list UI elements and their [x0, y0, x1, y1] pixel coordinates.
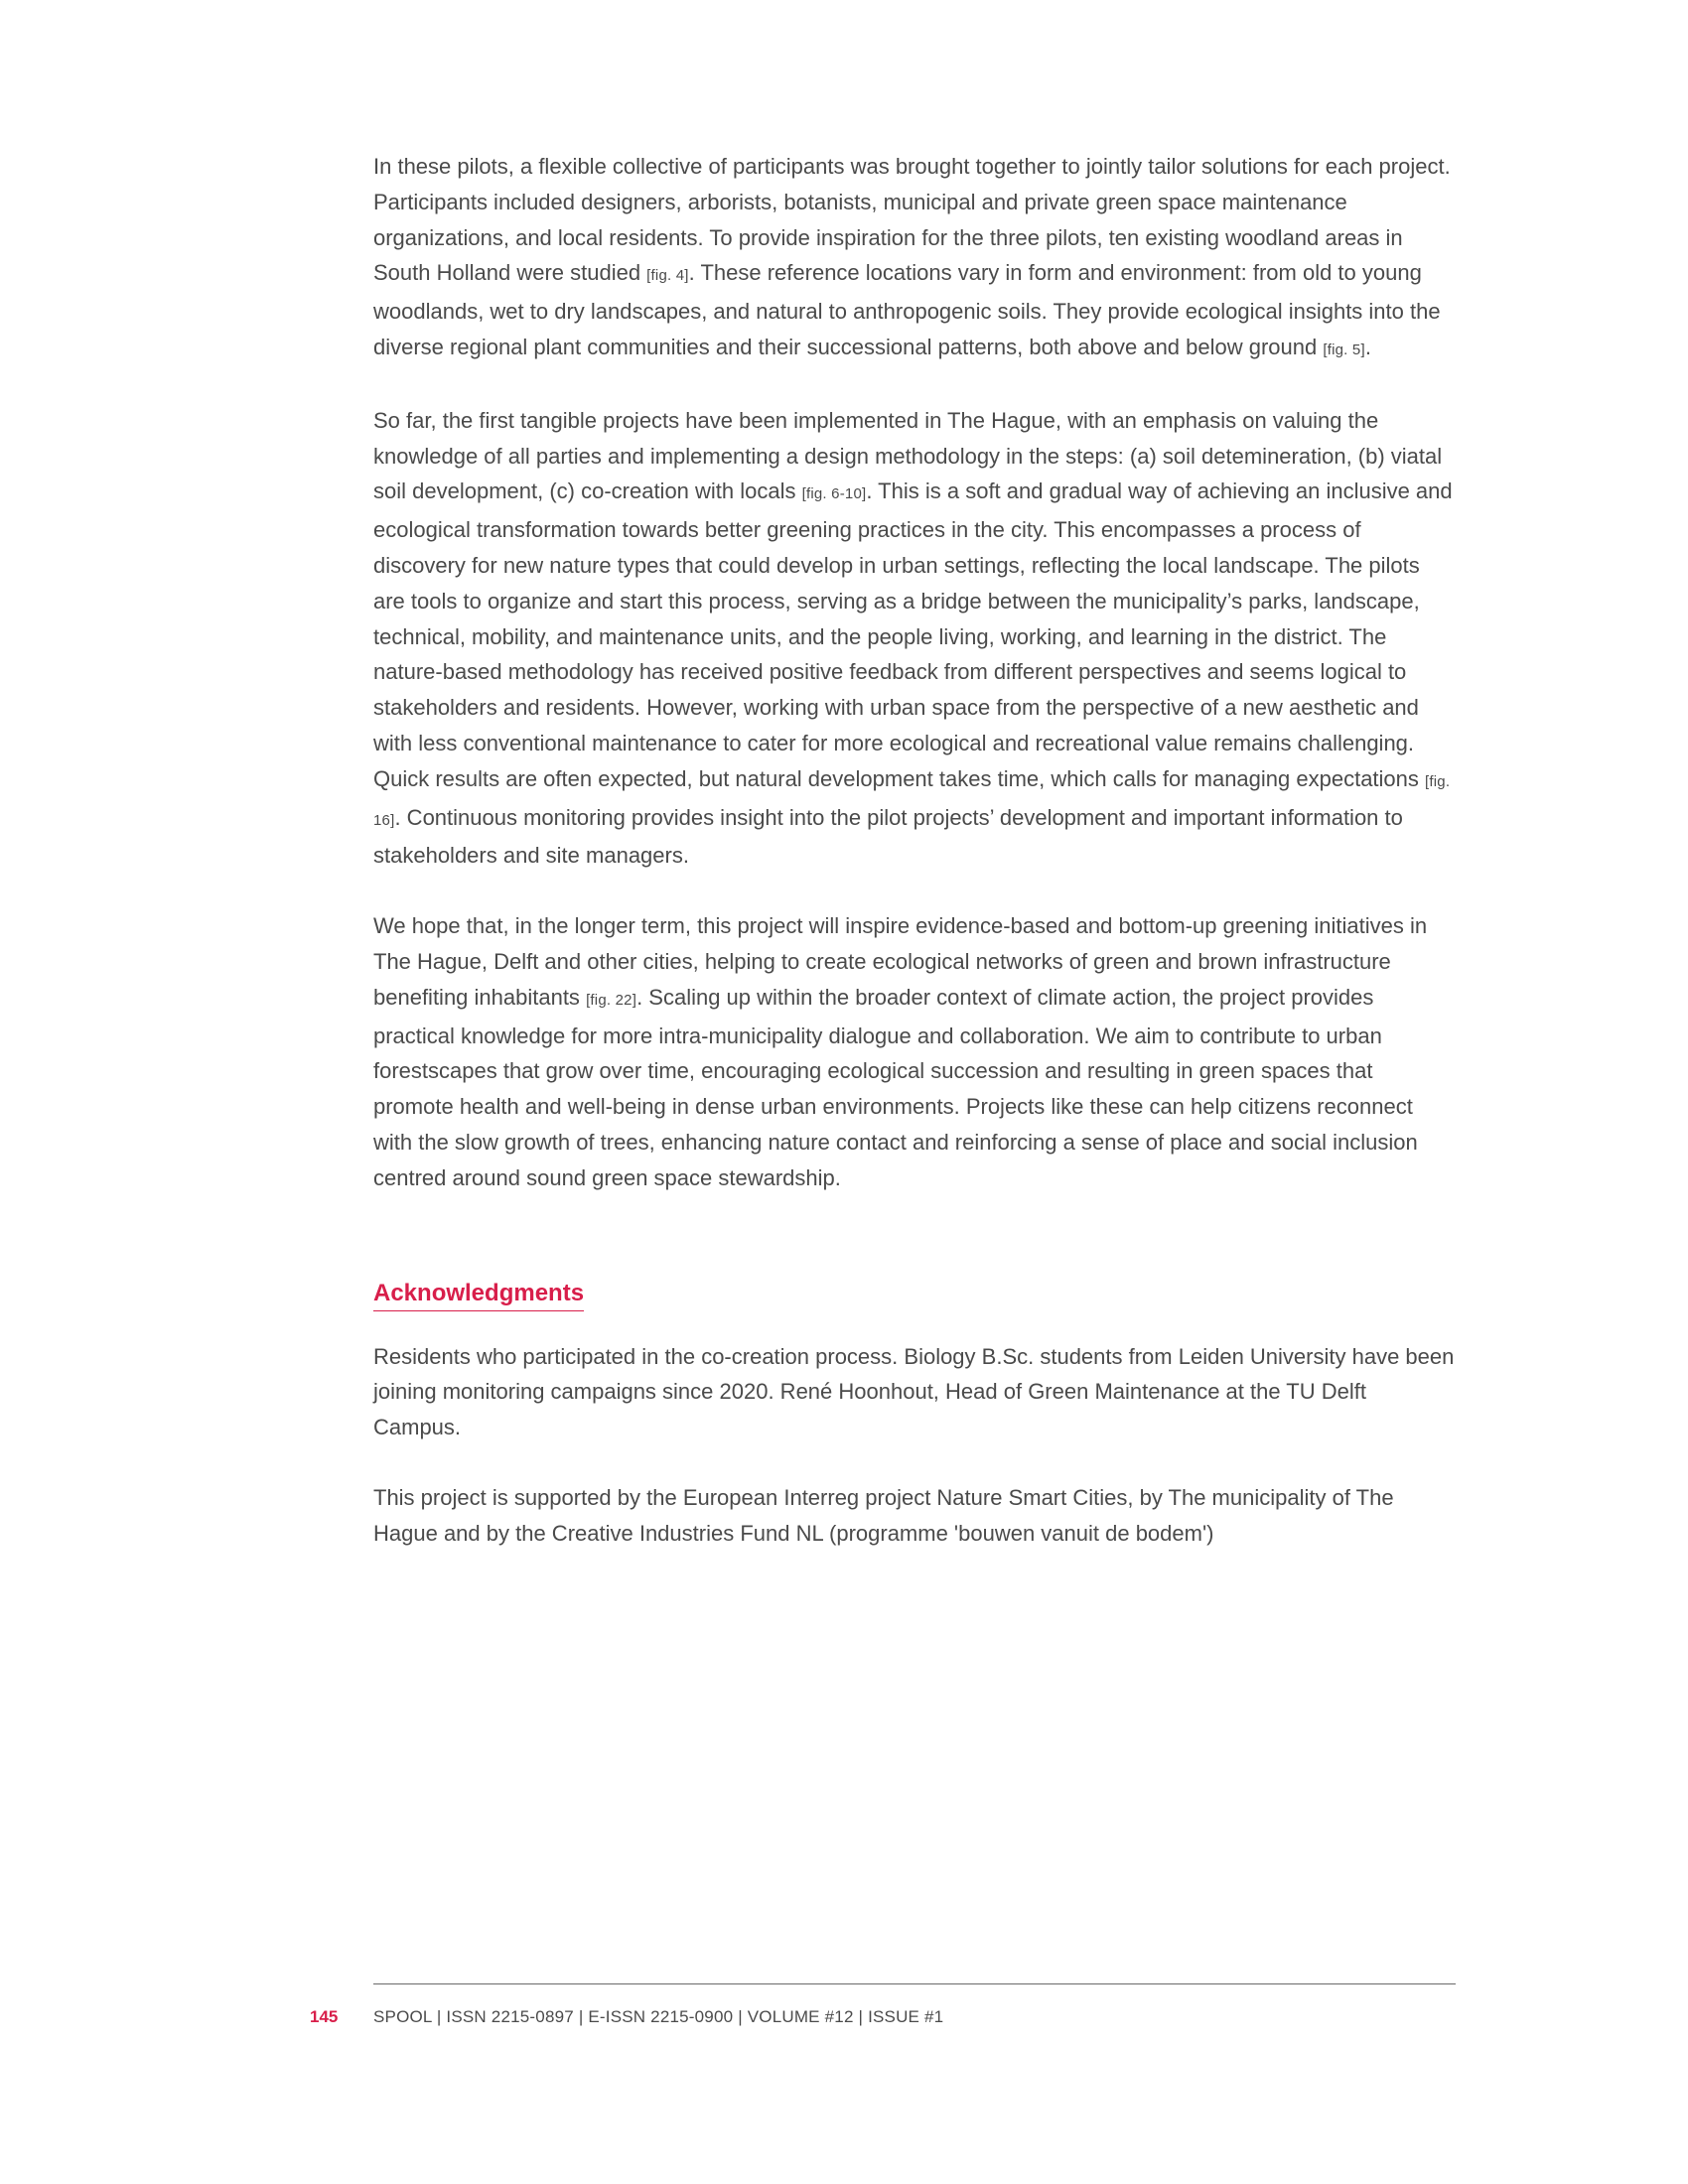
paragraph-text: In these pilots, a flexible collective of participants was brought together to jointly tailor solutions for each project. Participants included designers, arborists, botanists, municipal and private green space maintenance organizations, and local residents. To provide inspiration for the three pilots, ten existing woodland areas in South Holland were studied	[373, 154, 1451, 286]
acknowledgments-heading: Acknowledgments	[373, 1279, 584, 1311]
paragraph-text: . Continuous monitoring provides insight into the pilot projects’ development and important information to stakeholders and site managers.	[373, 804, 1403, 869]
body-paragraph-3	[373, 908, 1456, 1195]
journal-info: SPOOL | ISSN 2215-0897 | E-ISSN 2215-0900 | VOLUME #12 | ISSUE #1	[373, 2007, 944, 2026]
body-paragraph-2	[373, 403, 1456, 874]
acknowledgments-paragraph-2: This project is supported by the European Interreg project Nature Smart Cities, by The municipality of The Hague and by the Creative Industries Fund NL (programme 'bouwen vanuit de bodem')	[373, 1484, 1394, 1546]
figure-reference: [fig. 5]	[1323, 341, 1365, 358]
figure-reference: [fig. 6-10]	[801, 485, 867, 503]
paragraph-text: . These reference locations vary in form and environment: from old to young woodlands, wet to dry landscapes, and natural to anthropogenic soils. They provide ecological insights into the diverse regional plant communities and their successional patterns, both above and below ground	[373, 260, 1441, 359]
figure-reference: [fig. 4]	[646, 267, 689, 285]
acknowledgments-section	[373, 1231, 1456, 1552]
main-content	[373, 149, 1456, 1586]
page-number: 145	[310, 2007, 339, 2026]
body-paragraph-1	[373, 149, 1456, 368]
paragraph-text: . Scaling up within the broader context of climate action, the project provides practical knowledge for more intra-municipality dialogue and collaboration. We aim to contribute to urban forestscapes that grow over time, encouraging ecological succession and resulting in green spaces that promote health and well-being in dense urban environments. Projects like these can help citizens reconnect with the slow growth of trees, enhancing nature contact and reinforcing a sense of place and social inclusion centred around sound green space stewardship.	[373, 984, 1418, 1190]
figure-reference: [fig. 16]	[373, 772, 1451, 829]
paragraph-text: . This is a soft and gradual way of achieving an inclusive and ecological transformation towards better greening practices in the city. This encompasses a process of discovery for new nature types that could develop in urban settings, reflecting the local landscape. The pilots are tools to organize and start this process, serving as a bridge between the municipality’s parks, landscape, technical, mobility, and maintenance units, and the people living, working, and learning in the district. The nature-based methodology has received positive feedback from different perspectives and seems logical to stakeholders and residents. However, working with urban space from the perspective of a new aesthetic and with less conventional maintenance to cater for more ecological and recreational value remains challenging. Quick results are often expected, but natural development takes time, which calls for managing expectations	[373, 478, 1453, 791]
footer-divider	[373, 1983, 1456, 1984]
paragraph-text: We hope that, in the longer term, this project will inspire evidence-based and bottom-up greening initiatives in The Hague, Delft and other cities, helping to create ecological networks of green and brown infrastructure benefiting inhabitants	[373, 913, 1428, 1010]
paragraph-text: .	[1364, 334, 1371, 359]
acknowledgments-paragraph-1: Residents who participated in the co-creation process. Biology B.Sc. students from Leiden University have been joining monitoring campaigns since 2020. René Hoonhout, Head of Green Maintenance at the TU Delft Campus.	[373, 1343, 1455, 1440]
figure-reference: [fig. 22]	[586, 991, 637, 1009]
paragraph-text: So far, the first tangible projects have been implemented in The Hague, with an emphasis on valuing the knowledge of all parties and implementing a design methodology in the steps: (a) soil detemineration, (b) viatal soil development, (c) co-creation with locals	[373, 407, 1443, 504]
